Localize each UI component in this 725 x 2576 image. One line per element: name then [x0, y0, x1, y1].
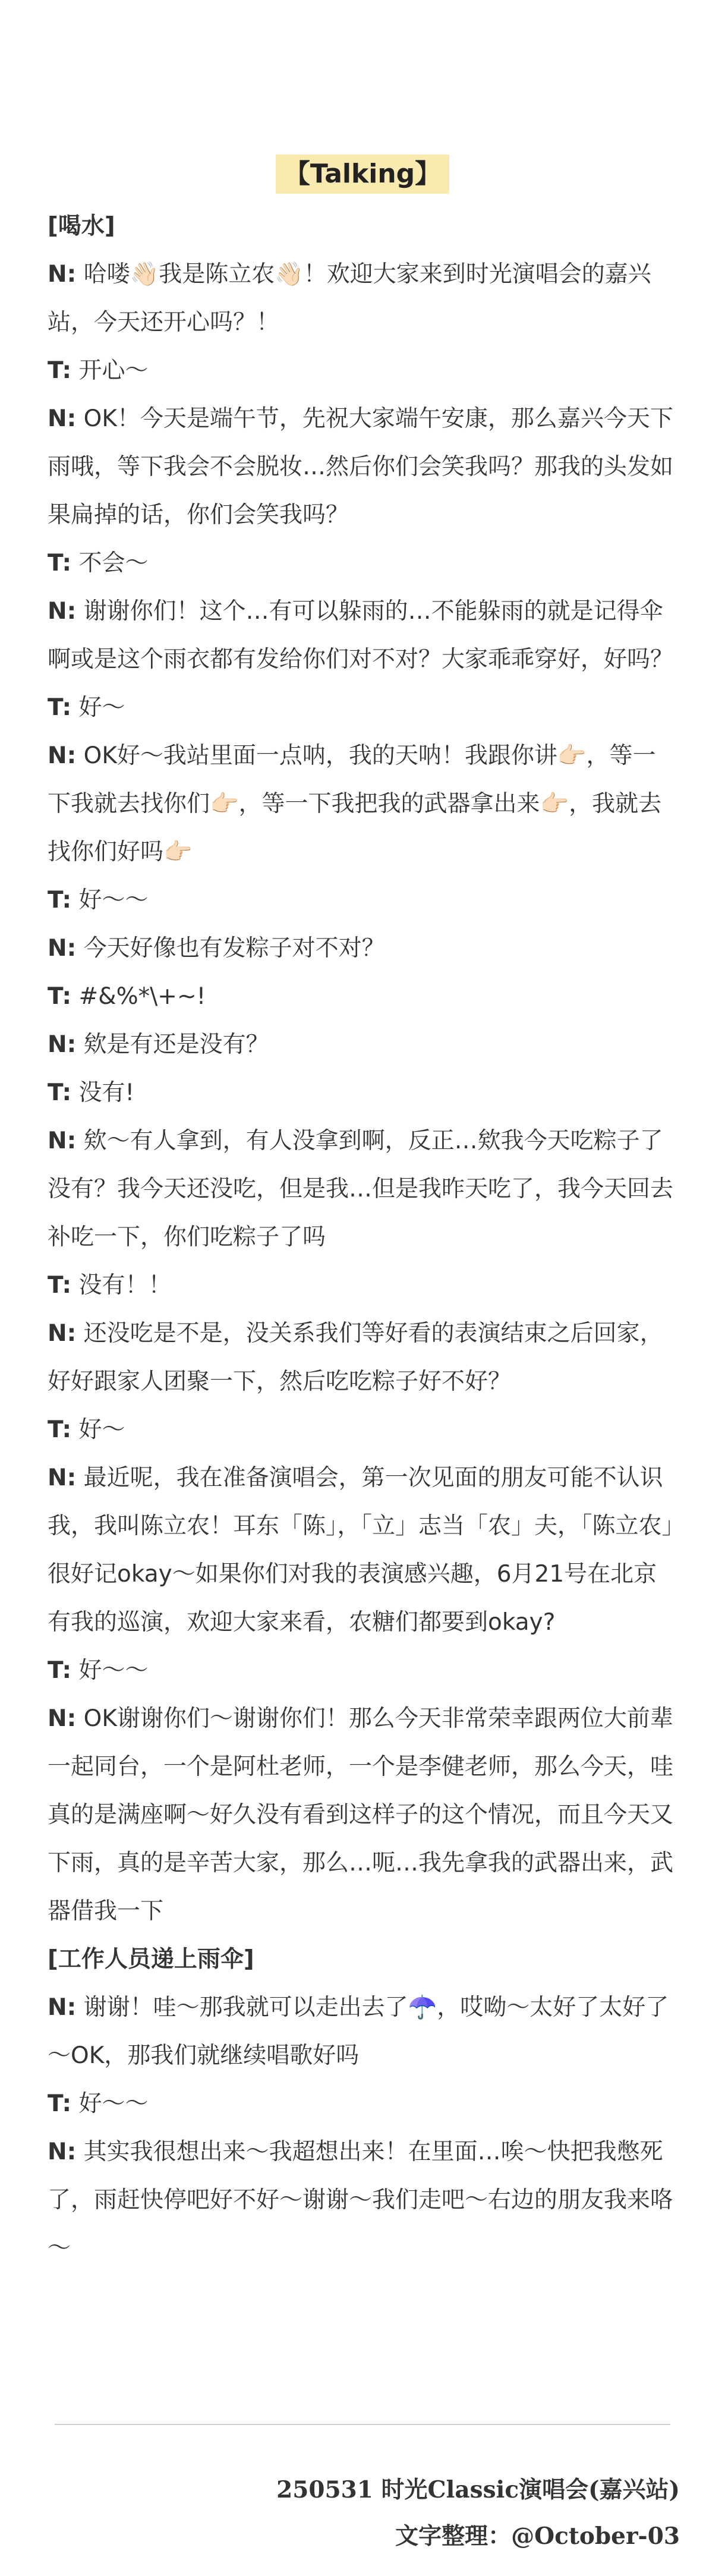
title-wrap — [48, 155, 677, 194]
speaker-label: N: — [48, 261, 77, 288]
dialogue-line — [48, 1069, 677, 1117]
speaker-label: T: — [48, 694, 72, 721]
dialogue-text: 开心～ — [78, 357, 149, 384]
dialogue-text: 其实我很想出来～我超想出来！在里面…唉～快把我憋死了，雨赶快停吧好不好～谢谢～我们走吧～右边的朋友我来咯～ — [48, 2139, 674, 2262]
dialogue-line — [48, 1406, 677, 1454]
footer-event: 250531 时光Classic演唱会(嘉兴站) — [276, 2476, 680, 2503]
dialogue-text: 欸～有人拿到，有人没拿到啊，反正…欸我今天吃粽子了没有？我今天还没吃，但是我…但是我昨天吃了，我今天回去补吃一下，你们吃粽子了吗 — [48, 1128, 674, 1251]
speaker-label: N: — [48, 1128, 77, 1154]
speaker-label: T: — [48, 1079, 72, 1106]
dialogue-line — [48, 2080, 677, 2128]
speaker-label: T: — [48, 357, 72, 384]
dialogue-line — [48, 539, 677, 587]
speaker-label: N: — [48, 2139, 77, 2165]
dialogue-line — [48, 684, 677, 732]
speaker-label: N: — [48, 1705, 77, 1732]
dialogue-text: 不会～ — [78, 550, 149, 577]
dialogue-line — [48, 395, 677, 539]
dialogue-text: 还没吃是不是，没关系我们等好看的表演结束之后回家，好好跟家人团聚一下，然后吃吃粽子好不好？ — [48, 1320, 663, 1395]
dialogue-line — [48, 2128, 677, 2272]
speaker-label: T: — [48, 550, 72, 577]
speaker-label: N: — [48, 1320, 77, 1347]
dialogue-line — [48, 587, 677, 684]
speaker-label: T: — [48, 1657, 72, 1684]
dialogue-line — [48, 1695, 677, 1935]
stage-direction: [喝水] — [48, 213, 115, 240]
dialogue-line — [48, 876, 677, 924]
dialogue-line — [48, 972, 677, 1021]
speaker-label: N: — [48, 742, 77, 769]
dialogue-line — [48, 1983, 677, 2080]
dialogue-line — [48, 1309, 677, 1406]
dialogue-text: 好～～ — [78, 2090, 149, 2117]
dialogue-text: 哈喽👋🏻我是陈立农👋🏻！欢迎大家来到时光演唱会的嘉兴站，今天还开心吗？！ — [48, 261, 651, 336]
dialogue-line — [48, 250, 677, 347]
speaker-label: T: — [48, 983, 72, 1010]
dialogue-text: 好～～ — [78, 887, 149, 914]
dialogue-text: 没有！！ — [78, 1272, 172, 1299]
speaker-label: N: — [48, 935, 77, 962]
speaker-label: T: — [48, 2090, 72, 2117]
dialogue-line — [48, 1261, 677, 1309]
speaker-label: T: — [48, 887, 72, 914]
dialogue-text: OK好～我站里面一点呐，我的天呐！我跟你讲👉🏻，等一下我就去找你们👉🏻，等一下我把我的武器拿出来👉🏻，我就去找你们好吗👉🏻 — [48, 742, 662, 865]
dialogue-text: 好～～ — [78, 1657, 149, 1684]
dialogue-line — [48, 1454, 677, 1646]
dialogue-line — [48, 347, 677, 395]
dialogue-text: 谢谢！哇～那我就可以走出去了☂️，哎呦～太好了太好了～OK，那我们就继续唱歌好吗 — [48, 1994, 669, 2069]
divider — [55, 2424, 670, 2425]
dialogue-text: 谢谢你们！这个…有可以躲雨的…不能躲雨的就是记得伞啊或是这个雨衣都有发给你们对不对？大家乖乖穿好，好吗？ — [48, 598, 674, 673]
dialogue-text: 欸是有还是没有？ — [83, 1031, 269, 1058]
speaker-label: T: — [48, 1272, 72, 1299]
speaker-label: N: — [48, 1465, 77, 1491]
dialogue-text: 好～ — [78, 1416, 125, 1443]
speaker-label: N: — [48, 598, 77, 625]
transcript-body — [48, 202, 677, 2272]
speaker-label: T: — [48, 1416, 72, 1443]
footer-credit: 文字整理：@October-03 — [395, 2523, 680, 2550]
dialogue-text: 好～ — [78, 694, 125, 721]
dialogue-line — [48, 1117, 677, 1261]
dialogue-line — [48, 924, 677, 972]
speaker-label: N: — [48, 405, 77, 432]
dialogue-text: OK谢谢你们～谢谢你们！那么今天非常荣幸跟两位大前辈一起同台，一个是阿杜老师，一个是李健老师，那么今天，哇真的是满座啊～好久没有看到这样子的这个情况，而且今天又下雨，真的是辛苦大家，那么…呃…我先拿我的武器出来，武器借我一下 — [48, 1705, 674, 1925]
speaker-label: N: — [48, 1994, 77, 2021]
dialogue-text: 最近呢，我在准备演唱会，第一次见面的朋友可能不认识我，我叫陈立农！耳东「陈」，「立」志当「农」夫，「陈立农」很好记okay～如果你们对我的表演感兴趣，6月21号在北京有我的巡演，欢迎大家来看，农糖们都要到okay? — [48, 1465, 674, 1636]
dialogue-text: 今天好像也有发粽子对不对？ — [83, 935, 385, 962]
dialogue-text: #&%*\+~! — [78, 983, 206, 1010]
dialogue-line — [48, 1021, 677, 1069]
dialogue-line — [48, 1646, 677, 1695]
dialogue-text: OK！今天是端午节，先祝大家端午安康，那么嘉兴今天下雨哦，等下我会不会脱妆…然后你们会笑我吗？那我的头发如果扁掉的话，你们会笑我吗？ — [48, 405, 674, 528]
stage-direction: [工作人员递上雨伞] — [48, 1946, 254, 1973]
dialogue-line — [48, 732, 677, 876]
page-title: 【Talking】 — [276, 155, 449, 194]
speaker-label: N: — [48, 1031, 77, 1058]
footer — [276, 2467, 680, 2559]
dialogue-text: 没有! — [78, 1079, 135, 1106]
